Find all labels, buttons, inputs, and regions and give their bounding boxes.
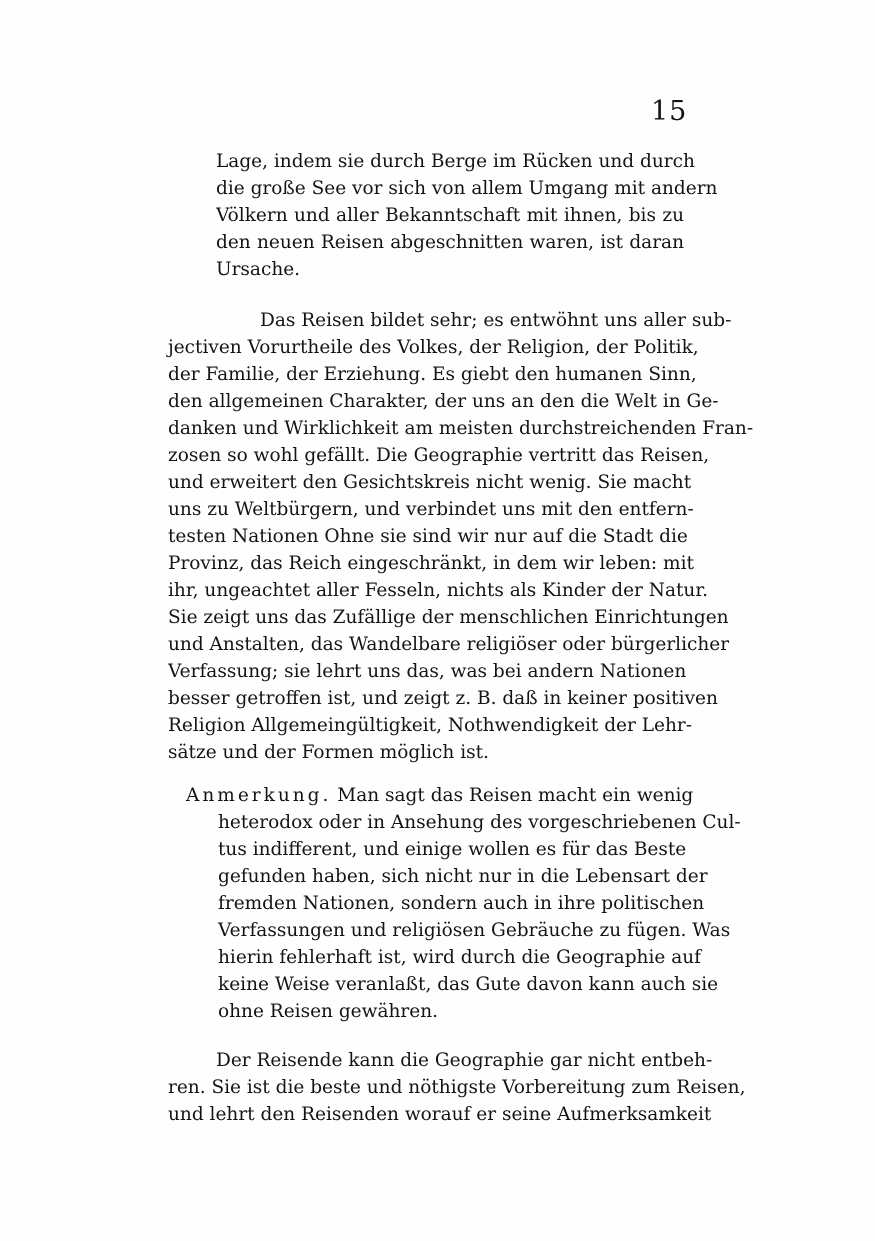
text-line: testen Nationen Ohne sie sind wir nur auf die Stadt die — [168, 526, 688, 547]
text-line: Ursache. — [216, 259, 301, 280]
note-first-line — [186, 782, 694, 809]
text-line: Das Reisen bildet sehr; es entwöhnt uns aller sub- — [260, 310, 732, 331]
text-line: Provinz, das Reich eingeschränkt, in dem wir leben: mit — [168, 553, 694, 574]
text-line: Völkern und aller Bekanntschaft mit ihnen, bis zu — [216, 205, 684, 226]
text-line: sätze und der Formen möglich ist. — [168, 742, 489, 763]
note-line: heterodox oder in Ansehung des vorgeschriebenen Cul- — [218, 812, 741, 833]
text-line: Verfassung; sie lehrt uns das, was bei andern Nationen — [168, 661, 687, 682]
text-line: ren. Sie ist die beste und nöthigste Vorbereitung zum Reisen, — [168, 1077, 746, 1098]
text-line: Religion Allgemeingültigkeit, Nothwendigkeit der Lehr- — [168, 715, 692, 736]
note-line: ohne Reisen gewähren. — [218, 1001, 438, 1022]
text-line: und erweitert den Gesichtskreis nicht wenig. Sie macht — [168, 472, 692, 493]
note-line: tus indifferent, und einige wollen es für das Beste — [218, 839, 687, 860]
text-line: danken und Wirklichkeit am meisten durchstreichenden Fran- — [168, 418, 754, 439]
text-line: Der Reisende kann die Geographie gar nicht entbeh- — [216, 1050, 713, 1071]
text-line: zosen so wohl gefällt. Die Geographie vertritt das Reisen, — [168, 445, 710, 466]
page-number: 15 — [651, 96, 688, 127]
text-line: der Familie, der Erziehung. Es giebt den humanen Sinn, — [168, 364, 697, 385]
text-line: jectiven Vorurtheile des Volkes, der Religion, der Politik, — [168, 337, 699, 358]
note-line: fremden Nationen, sondern auch in ihre politischen — [218, 893, 705, 914]
note-line: Verfassungen und religiösen Gebräuche zu fügen. Was — [218, 920, 731, 941]
text-line: besser getroffen ist, und zeigt z. B. daß in keiner positiven — [168, 688, 718, 709]
text-line: den allgemeinen Charakter, der uns an den die Welt in Ge- — [168, 391, 719, 412]
note-line: keine Weise veranlaßt, das Gute davon kann auch sie — [218, 974, 719, 995]
text-line: die große See vor sich von allem Umgang mit andern — [216, 178, 718, 199]
text-line: und Anstalten, das Wandelbare religiöser oder bürgerlicher — [168, 634, 730, 655]
note-label: Anmerkung. — [186, 785, 332, 806]
text-line: Sie zeigt uns das Zufällige der menschlichen Einrichtungen — [168, 607, 729, 628]
note-line: hierin fehlerhaft ist, wird durch die Geographie auf — [218, 947, 702, 968]
text-line: Lage, indem sie durch Berge im Rücken und durch — [216, 151, 695, 172]
text-line: und lehrt den Reisenden worauf er seine Aufmerksamkeit — [168, 1104, 712, 1125]
text-line: uns zu Weltbürgern, und verbindet uns mit den entfern- — [168, 499, 694, 520]
text-line: den neuen Reisen abgeschnitten waren, ist daran — [216, 232, 684, 253]
note-line: gefunden haben, sich nicht nur in die Lebensart der — [218, 866, 708, 887]
text-line: ihr, ungeachtet aller Fesseln, nichts als Kinder der Natur. — [168, 580, 709, 601]
note-text: Man sagt das Reisen macht ein wenig — [337, 785, 694, 806]
